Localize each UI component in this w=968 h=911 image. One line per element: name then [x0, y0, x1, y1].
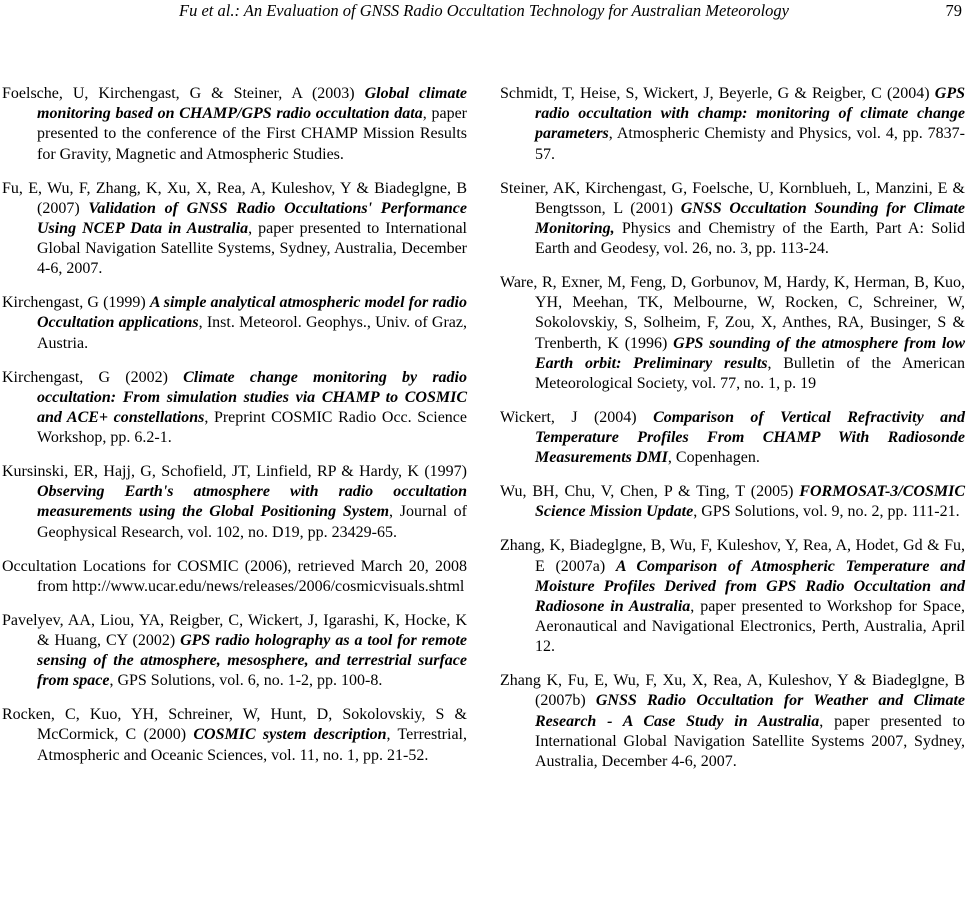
reference-authors: Wickert, J (2004) [500, 408, 654, 426]
reference-title: A Comparison of Atmospheric Temperature and Moisture Profiles Derived from GPS Radio Occultation and Radiosone in Australia [535, 557, 966, 615]
reference-authors: Rocken, C, Kuo, YH, Schreiner, W, Hunt, D, Sokolovskiy, S & McCormick, C (2000) [2, 706, 467, 744]
reference-details: , Inst. Meteorol. Geophys., Univ. of Graz, Austria. [37, 314, 467, 352]
reference-entry [500, 273, 965, 394]
page-number: 79 [945, 1, 962, 20]
reference-entry [2, 368, 467, 449]
reference-entry [500, 671, 965, 772]
reference-authors: Ware, R, Exner, M, Feng, D, Gorbunov, M, Hardy, K, Herman, B, Kuo, YH, Meehan, TK, Melbourne, W, Rocken, C, Schreiner, W, Sokolovskiy, S, Solheim, F, Zou, X, Anthes, RA, Businger, S & Trenberth, K (1996) [500, 274, 965, 352]
running-header [0, 0, 968, 24]
reference-authors: Steiner, AK, Kirchengast, G, Foelsche, U, Kornblueh, L, Manzini, E & Bengtsson, L (2001) [500, 179, 965, 217]
reference-authors: Kirchengast, G (2002) [2, 368, 184, 386]
reference-authors: Zhang K, Fu, E, Wu, F, Xu, X, Rea, A, Kuleshov, Y & Biadeglgne, B (2007b) [500, 672, 965, 710]
reference-entry [500, 408, 965, 469]
reference-entry [2, 293, 467, 354]
reference-details: , GPS Solutions, vol. 6, no. 1-2, pp. 100-8. [109, 672, 383, 690]
reference-url[interactable]: http://www.ucar.edu/news/releases/2006/cosmicvisuals.shtml [72, 577, 465, 595]
reference-title: GPS radio holography as a tool for remote sensing of the atmosphere, mesosphere, and terrestrial surface from space [37, 631, 467, 690]
reference-title: A simple analytical atmospheric model for radio Occultation applications [37, 294, 467, 332]
reference-title: Validation of GNSS Radio Occultations' Performance Using NCEP Data in Australia [37, 199, 468, 237]
reference-details: , Copenhagen. [667, 449, 760, 467]
reference-entry [2, 611, 467, 692]
reference-title: COSMIC system description [193, 726, 387, 744]
reference-entry [2, 84, 467, 165]
reference-details: , Terrestrial, Atmospheric and Oceanic Sciences, vol. 11, no. 1, pp. 21-52. [37, 726, 468, 764]
reference-authors: Foelsche, U, Kirchengast, G & Steiner, A (2003) [2, 85, 365, 102]
reference-details: , Preprint COSMIC Radio Occ. Science Workshop, pp. 6.2-1. [37, 408, 468, 447]
reference-authors: Fu, E, Wu, F, Zhang, K, Xu, X, Rea, A, Kuleshov, Y & Biadeglgne, B (2007) [2, 179, 467, 217]
reference-entry [500, 84, 965, 165]
reference-title: Climate change monitoring by radio occultation: From simulation studies via CHAMP to COSMIC and ACE+ constellations [37, 368, 467, 426]
reference-entry [2, 462, 467, 543]
reference-authors: Zhang, K, Biadeglgne, B, Wu, F, Kuleshov, Y, Rea, A, Hodet, Gd & Fu, E (2007a) [500, 537, 965, 575]
references-left-column [2, 84, 467, 779]
reference-authors: Pavelyev, AA, Liou, YA, Reigber, C, Wickert, J, Igarashi, K, Hocke, K & Huang, CY (2002) [2, 611, 467, 649]
reference-entry [2, 705, 467, 766]
reference-authors: Schmidt, T, Heise, S, Wickert, J, Beyerle, G & Reigber, C (2004) [500, 85, 935, 102]
reference-details: , paper presented to the conference of the First CHAMP Mission Results for Gravity, Magnetic and Atmospheric Studies. [37, 105, 468, 163]
reference-details: , GPS Solutions, vol. 9, no. 2, pp. 111-21. [693, 503, 960, 521]
reference-entry [500, 536, 965, 657]
reference-details: , Bulletin of the American Meteorological Society, vol. 77, no. 1, p. 19 [535, 354, 965, 393]
reference-entry [500, 179, 965, 260]
reference-entry [2, 557, 467, 597]
reference-entry [2, 179, 467, 280]
reference-title: GNSS Occultation Sounding for Climate Monitoring, [535, 199, 966, 237]
reference-details: Physics and Chemistry of the Earth, Part A: Solid Earth and Geodesy, vol. 26, no. 3, pp. 113-24. [535, 219, 965, 258]
reference-authors: Wu, BH, Chu, V, Chen, P & Ting, T (2005) [500, 483, 800, 501]
reference-authors: Kursinski, ER, Hajj, G, Schofield, JT, Linfield, RP & Hardy, K (1997) [2, 463, 467, 480]
reference-title: FORMOSAT-3/COSMIC Science Mission Update [535, 483, 965, 521]
reference-authors: Occultation Locations for COSMIC (2006), retrieved March 20, 2008 from [2, 557, 467, 595]
running-title: Fu et al.: An Evaluation of GNSS Radio Occultation Technology for Australian Meteorology [179, 1, 789, 20]
reference-title: GNSS Radio Occultation for Weather and Climate Research - A Case Study in Australia [535, 692, 966, 730]
reference-title: Global climate monitoring based on CHAMP/GPS radio occultation data [37, 85, 468, 123]
reference-details: , paper presented to International Global Navigation Satellite Systems, Sydney, Australia, December 4-6, 2007. [37, 219, 467, 278]
reference-title: Observing Earth's atmosphere with radio occultation measurements using the Global Positioning System [37, 483, 467, 521]
reference-details: , Atmospheric Chemisty and Physics, vol. 4, pp. 7837-57. [535, 125, 965, 163]
reference-details: , paper presented to International Global Navigation Satellite Systems 2007, Sydney, Australia, December 4-6, 2007. [535, 712, 966, 771]
reference-details: , paper presented to Workshop for Space, Aeronautical and Navigational Electronics, Perth, Australia, April 12. [535, 597, 965, 656]
reference-title: GPS sounding of the atmosphere from low Earth orbit: Preliminary results [535, 334, 965, 372]
references-right-column [500, 84, 965, 786]
reference-details: , Journal of Geophysical Research, vol. 102, no. D19, pp. 23429-65. [37, 503, 467, 541]
reference-title: Comparison of Vertical Refractivity and Temperature Profiles From CHAMP With Radiosonde Measurements DMI [535, 408, 966, 467]
reference-authors: Kirchengast, G (1999) [2, 294, 150, 312]
reference-entry [500, 482, 965, 522]
reference-title: GPS radio occultation with champ: monitoring of climate change parameters [535, 85, 965, 143]
